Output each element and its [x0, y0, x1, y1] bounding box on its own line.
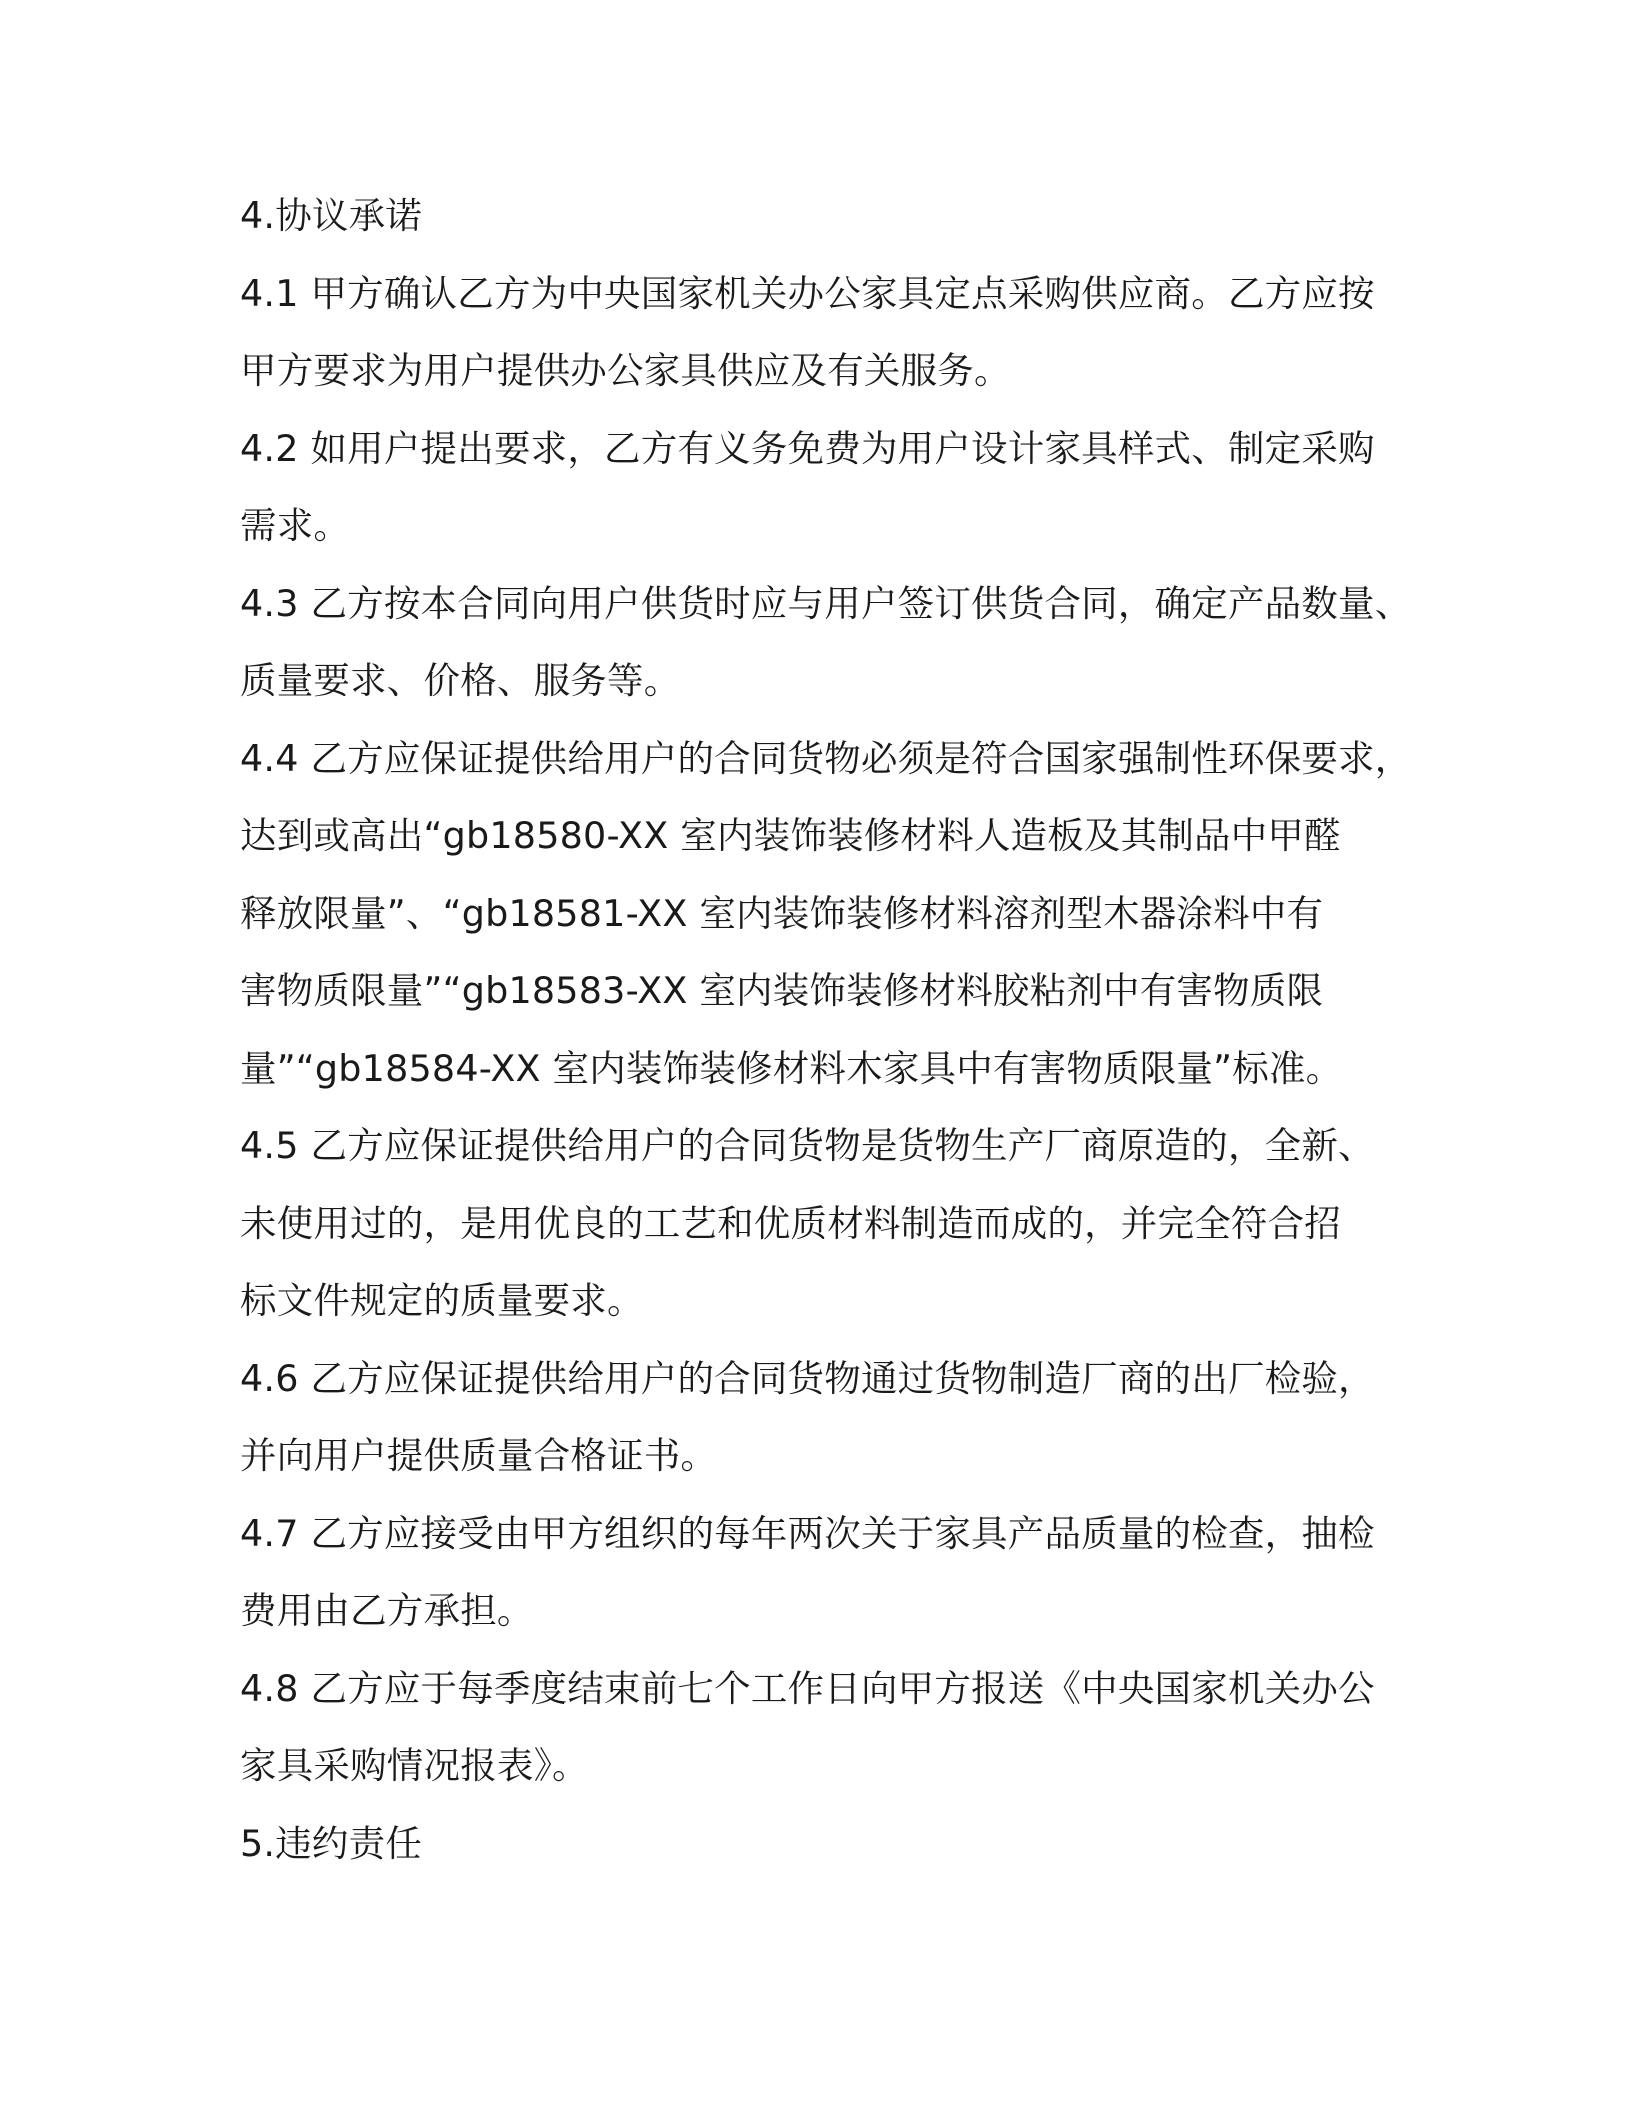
clause-4-1-line-1: 4.1 甲方确认乙方为中央国家机关办公家具定点采购供应商。乙方应按	[240, 271, 1375, 315]
clause-4-5-line-1: 4.5 乙方应保证提供给用户的合同货物是货物生产厂商原造的，全新、	[240, 1124, 1375, 1167]
clause-4-2-line-1: 4.2 如用户提出要求，乙方有义务免费为用户设计家具样式、制定采购	[240, 426, 1375, 470]
clause-4-5-line-3: 标文件规定的质量要求。	[240, 1279, 644, 1322]
clause-4-4-line-4: 害物质限量”“gb18583-XX 室内装饰装修材料胶粘剂中有害物质限	[240, 969, 1324, 1012]
clause-4-4-line-3: 释放限量”、“gb18581-XX 室内装饰装修材料溶剂型木器涂料中有	[240, 891, 1324, 935]
clause-4-2-line-2: 需求。	[240, 504, 351, 547]
clause-4-5-line-2: 未使用过的，是用优良的工艺和优质材料制造而成的，并完全符合招	[240, 1201, 1341, 1245]
clause-4-8-line-1: 4.8 乙方应于每季度结束前七个工作日向甲方报送《中央国家机关办公	[240, 1666, 1375, 1710]
clause-4-7-line-2: 费用由乙方承担。	[240, 1589, 534, 1632]
document-page	[240, 186, 1420, 1891]
clause-4-6-line-1: 4.6 乙方应保证提供给用户的合同货物通过货物制造厂商的出厂检验，	[240, 1356, 1375, 1400]
clause-4-3-line-2: 质量要求、价格、服务等。	[240, 659, 681, 702]
clause-4-6-line-2: 并向用户提供质量合格证书。	[240, 1434, 718, 1477]
clause-4-1-line-2: 甲方要求为用户提供办公家具供应及有关服务。	[240, 349, 1011, 392]
clause-4-7-line-1: 4.7 乙方应接受由甲方组织的每年两次关于家具产品质量的检查，抽检	[240, 1511, 1375, 1555]
clause-4-3-line-1: 4.3 乙方按本合同向用户供货时应与用户签订供货合同，确定产品数量、	[240, 581, 1412, 625]
clause-4-4-line-1: 4.4 乙方应保证提供给用户的合同货物必须是符合国家强制性环保要求，	[240, 736, 1412, 780]
section-heading-4: 4.协议承诺	[240, 194, 423, 237]
section-heading-5: 5.违约责任	[240, 1821, 423, 1865]
clause-4-4-line-2: 达到或高出“gb18580-XX 室内装饰装修材料人造板及其制品中甲醛	[240, 814, 1341, 857]
clause-4-4-line-5: 量”“gb18584-XX 室内装饰装修材料木家具中有害物质限量”标准。	[240, 1046, 1343, 1090]
clause-4-8-line-2: 家具采购情况报表》。	[240, 1744, 589, 1787]
